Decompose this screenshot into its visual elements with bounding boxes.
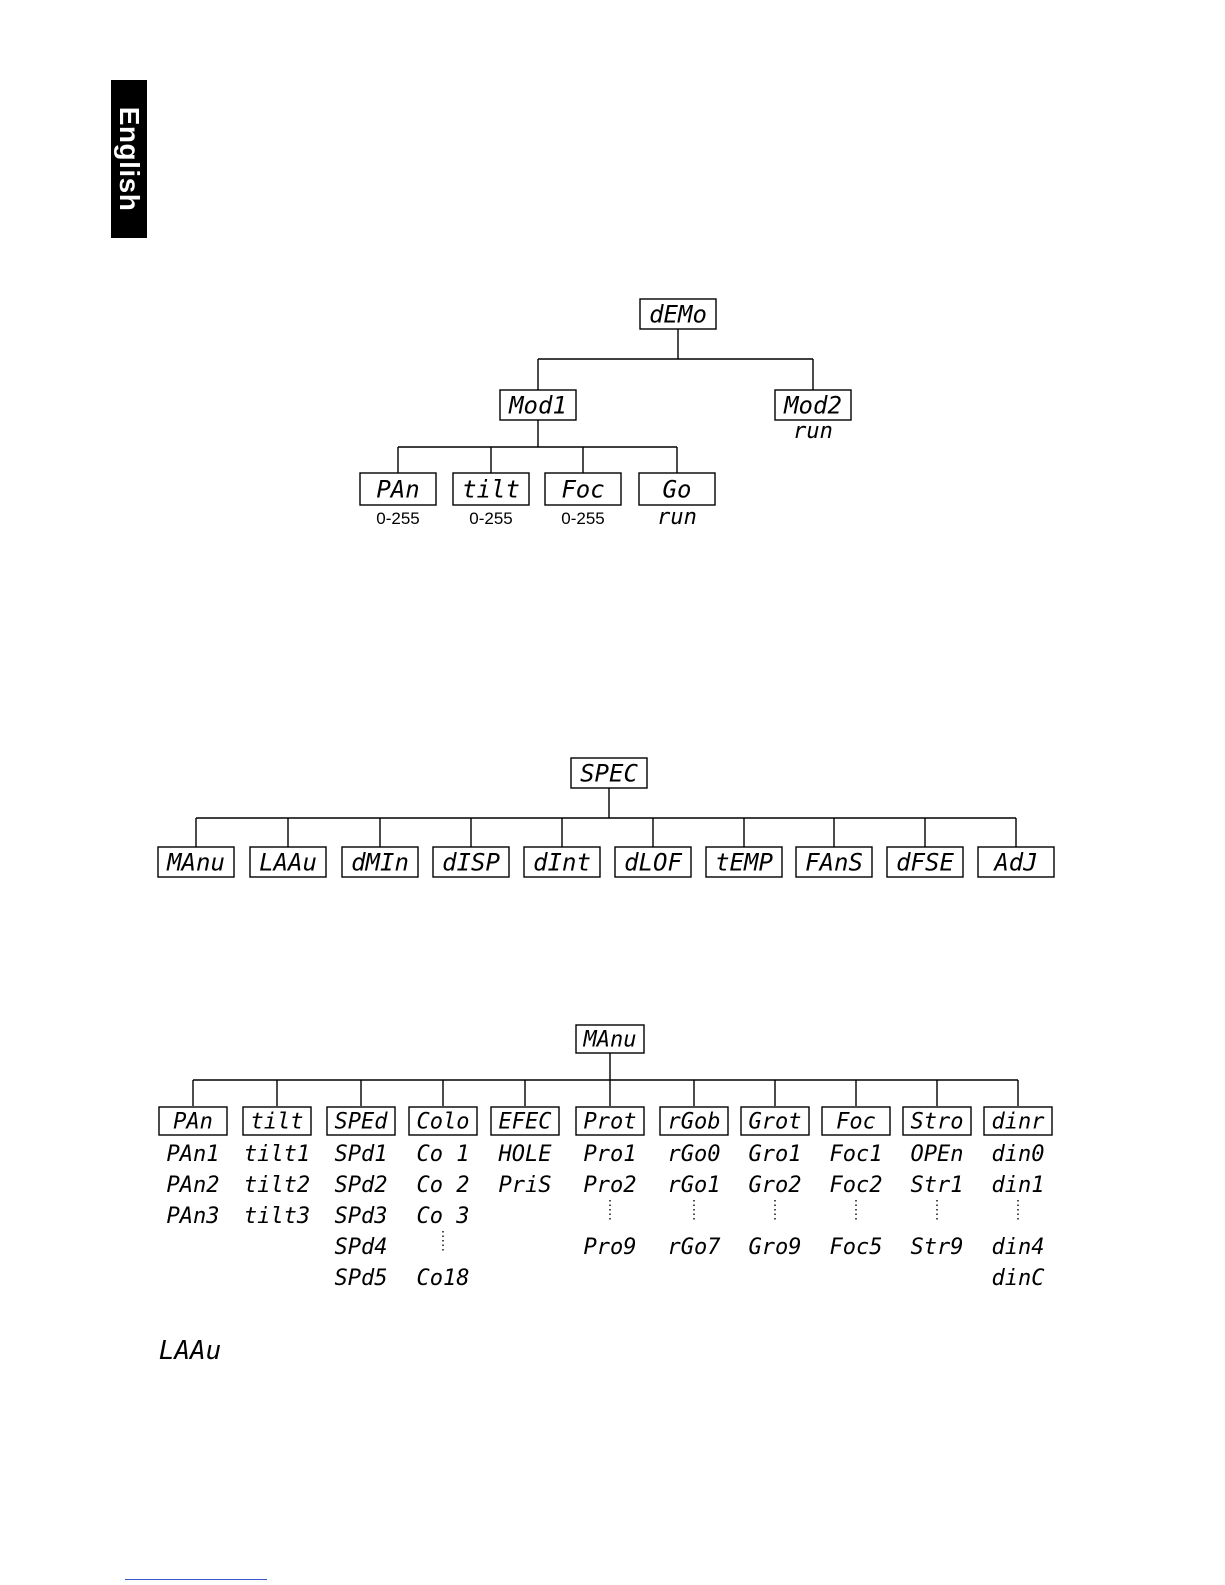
demo-mod2-subtext: run	[793, 419, 833, 444]
manu-col-efec-item: PriS	[498, 1173, 552, 1198]
manu-col-tilt-item: tilt1	[243, 1142, 311, 1167]
manu-col-prot-label: Prot	[583, 1109, 637, 1135]
manu-col-colo-item: Co 2	[416, 1173, 470, 1198]
demo-mod1-label: Mod1	[509, 391, 567, 420]
manu-col-tilt-label: tilt	[250, 1109, 304, 1135]
demo-mod1-pan-subtext: 0-255	[376, 509, 420, 528]
manu-col-stro-label: Stro	[910, 1109, 964, 1135]
manu-col-grot-label: Grot	[748, 1109, 802, 1135]
manu-col-colo-item: Co 3	[416, 1204, 470, 1229]
manu-col-tilt-item: tilt2	[243, 1173, 311, 1198]
spec-child-laau-label: LAAu	[259, 848, 317, 877]
demo-mod1-tilt-label: tilt	[462, 475, 520, 504]
manu-col-rgob-item: rGo0	[667, 1142, 721, 1167]
demo-mod1-go-label: Go	[662, 475, 692, 504]
spec-child-disp-label: dISP	[442, 848, 500, 877]
manu-col-dinr-item: din4	[991, 1235, 1045, 1260]
manu-col-foc-item: Foc1	[829, 1142, 883, 1167]
spec-child-dlof-label: dLOF	[624, 848, 682, 877]
manu-col-efec-item: HOLE	[498, 1142, 552, 1167]
manu-col-pan-item: PAn2	[166, 1173, 220, 1198]
spec-child-dfse-label: dFSE	[896, 848, 954, 877]
manu-col-grot-item: Gro2	[748, 1173, 802, 1198]
spec-root-label: SPEC	[580, 759, 638, 788]
manu-col-prot-item: Pro1	[583, 1142, 637, 1167]
language-label: English	[114, 106, 145, 212]
manu-col-prot-item: Pro2	[583, 1173, 637, 1198]
demo-mod2-label: Mod2	[784, 391, 842, 420]
manu-col-rgob-item: rGo7	[667, 1235, 721, 1260]
spec-child-fans-label: FAnS	[805, 848, 863, 877]
manu-col-dinr-item: din0	[991, 1142, 1045, 1167]
spec-child-adj-label: AdJ	[994, 848, 1038, 877]
spec-child-dmin-label: dMIn	[351, 848, 409, 877]
manu-col-dinr-item: din1	[991, 1173, 1045, 1198]
manu-col-pan-item: PAn3	[166, 1204, 220, 1229]
demo-root-label: dEMo	[649, 300, 707, 329]
spec-child-dint-label: dInt	[533, 848, 591, 877]
demo-mod1-foc-label: Foc	[561, 475, 605, 504]
manu-col-sped-item: SPd5	[334, 1266, 388, 1291]
footer-rule	[125, 1579, 267, 1580]
manu-col-colo-item: Co 1	[416, 1142, 470, 1167]
manu-col-efec-label: EFEC	[498, 1109, 552, 1135]
manu-col-prot-item: Pro9	[583, 1235, 637, 1260]
manu-col-grot-item: Gro1	[748, 1142, 802, 1167]
manu-col-foc-item: Foc2	[829, 1173, 883, 1198]
manu-col-foc-item: Foc5	[829, 1235, 883, 1260]
section-heading-laau: LAAu	[158, 1336, 222, 1366]
demo-mod1-tilt-subtext: 0-255	[469, 509, 513, 528]
manu-col-stro-item: Str1	[910, 1173, 964, 1198]
manu-col-colo-label: Colo	[416, 1109, 470, 1135]
manu-col-sped-label: SPEd	[334, 1109, 388, 1135]
spec-child-manu-label: MAnu	[167, 848, 225, 877]
manu-col-colo-item: Co18	[416, 1266, 470, 1291]
manu-col-grot-item: Gro9	[748, 1235, 802, 1260]
manu-col-sped-item: SPd2	[334, 1173, 388, 1198]
manu-col-dinr-label: dinr	[991, 1109, 1045, 1135]
manu-col-sped-item: SPd4	[334, 1235, 388, 1260]
manu-col-pan-item: PAn1	[166, 1142, 220, 1167]
manu-col-pan-label: PAn	[173, 1109, 213, 1135]
manu-col-rgob-label: rGob	[667, 1109, 721, 1135]
manu-root-label: MAnu	[583, 1027, 637, 1053]
manu-col-sped-item: SPd3	[334, 1204, 388, 1229]
demo-mod1-go-subtext: run	[657, 505, 697, 530]
manu-col-dinr-item: dinC	[991, 1266, 1045, 1291]
manu-col-stro-item: Str9	[910, 1235, 964, 1260]
demo-mod1-pan-label: PAn	[376, 475, 420, 504]
demo-mod1-foc-subtext: 0-255	[561, 509, 605, 528]
manu-col-foc-label: Foc	[836, 1109, 876, 1135]
manu-col-rgob-item: rGo1	[667, 1173, 721, 1198]
manu-col-stro-item: OPEn	[910, 1142, 964, 1167]
manu-col-sped-item: SPd1	[334, 1142, 388, 1167]
manu-col-tilt-item: tilt3	[243, 1204, 311, 1229]
spec-child-temp-label: tEMP	[715, 848, 773, 877]
